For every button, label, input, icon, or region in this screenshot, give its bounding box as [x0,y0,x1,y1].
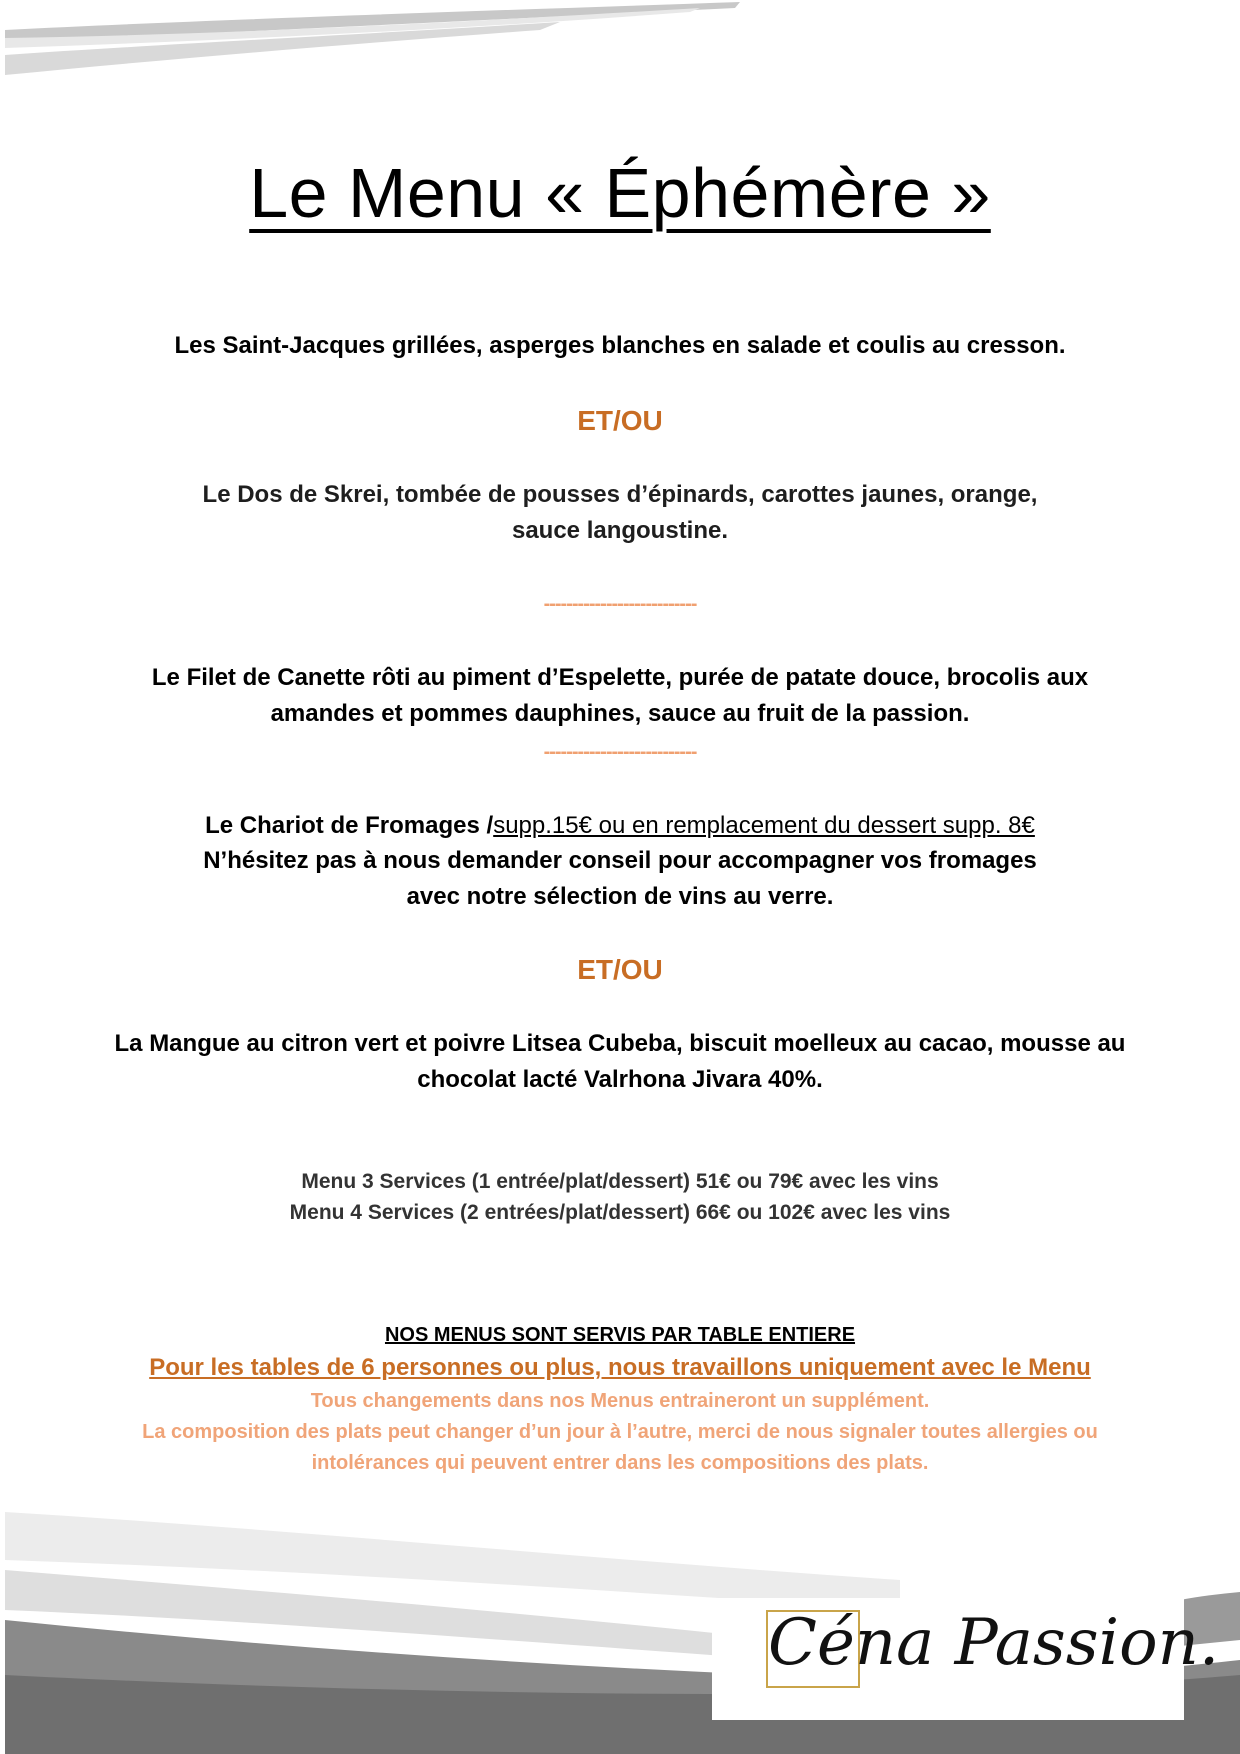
notice-allergy-line2: intolérances qui peuvent entrer dans les compositions des plats. [311,1452,929,1474]
price-menu-3: Menu 3 Services (1 entrée/plat/dessert) 51€ ou 79€ avec les vins [301,1170,939,1193]
page-title: Le Menu « Éphémère » [249,154,991,232]
dessert-line2: chocolat lacté Valrhona Jivara 40%. [417,1066,823,1093]
dish-starter-2-line2: sauce langoustine. [511,517,729,544]
cheese-line3: avec notre sélection de vins au verre. [406,883,834,910]
top-brush-decoration [0,0,1240,90]
and-or-label-2: ET/OU [577,954,663,985]
notice-table: NOS MENUS SONT SERVIS PAR TABLE ENTIERE [384,1324,856,1346]
dish-main-line2: amandes et pommes dauphines, sauce au fruit de la passion. [270,700,970,727]
cheese-supplement: supp.15€ ou en remplacement du dessert supp. 8€ [493,812,1035,839]
dish-starter-2-line1: Le Dos de Skrei, tombée de pousses d’épinards, carottes jaunes, orange, [202,481,1038,508]
dish-starter-1: Les Saint-Jacques grillées, asperges blanches en salade et coulis au cresson. [174,332,1066,359]
and-or-label-1: ET/OU [577,405,663,436]
notice-changes: Tous changements dans nos Menus entraineront un supplément. [310,1390,930,1412]
separator-2: --------------------------- [543,741,697,763]
dish-main-line1: Le Filet de Canette rôti au piment d’Espelette, purée de patate douce, brocolis aux [151,664,1089,691]
notice-allergy-line1: La composition des plats peut changer d’un jour à l’autre, merci de nous signaler toutes allergies ou [142,1421,1098,1443]
price-menu-4: Menu 4 Services (2 entrées/plat/dessert) 66€ ou 102€ avec les vins [289,1201,951,1224]
restaurant-logo [712,1598,1220,1720]
dessert-line1: La Mangue au citron vert et poivre Litsea Cubeba, biscuit moelleux au cacao, mousse au [114,1030,1126,1057]
notice-group: Pour les tables de 6 personnes ou plus, nous travaillons uniquement avec le Menu [149,1354,1091,1381]
logo-text: Céna Passion. [768,1606,1220,1680]
separator-1: --------------------------- [543,593,697,615]
cheese-line1 [0,808,1240,844]
cheese-line2: N’hésitez pas à nous demander conseil pour accompagner vos fromages [203,847,1037,874]
cheese-label: Le Chariot de Fromages / [205,812,494,839]
